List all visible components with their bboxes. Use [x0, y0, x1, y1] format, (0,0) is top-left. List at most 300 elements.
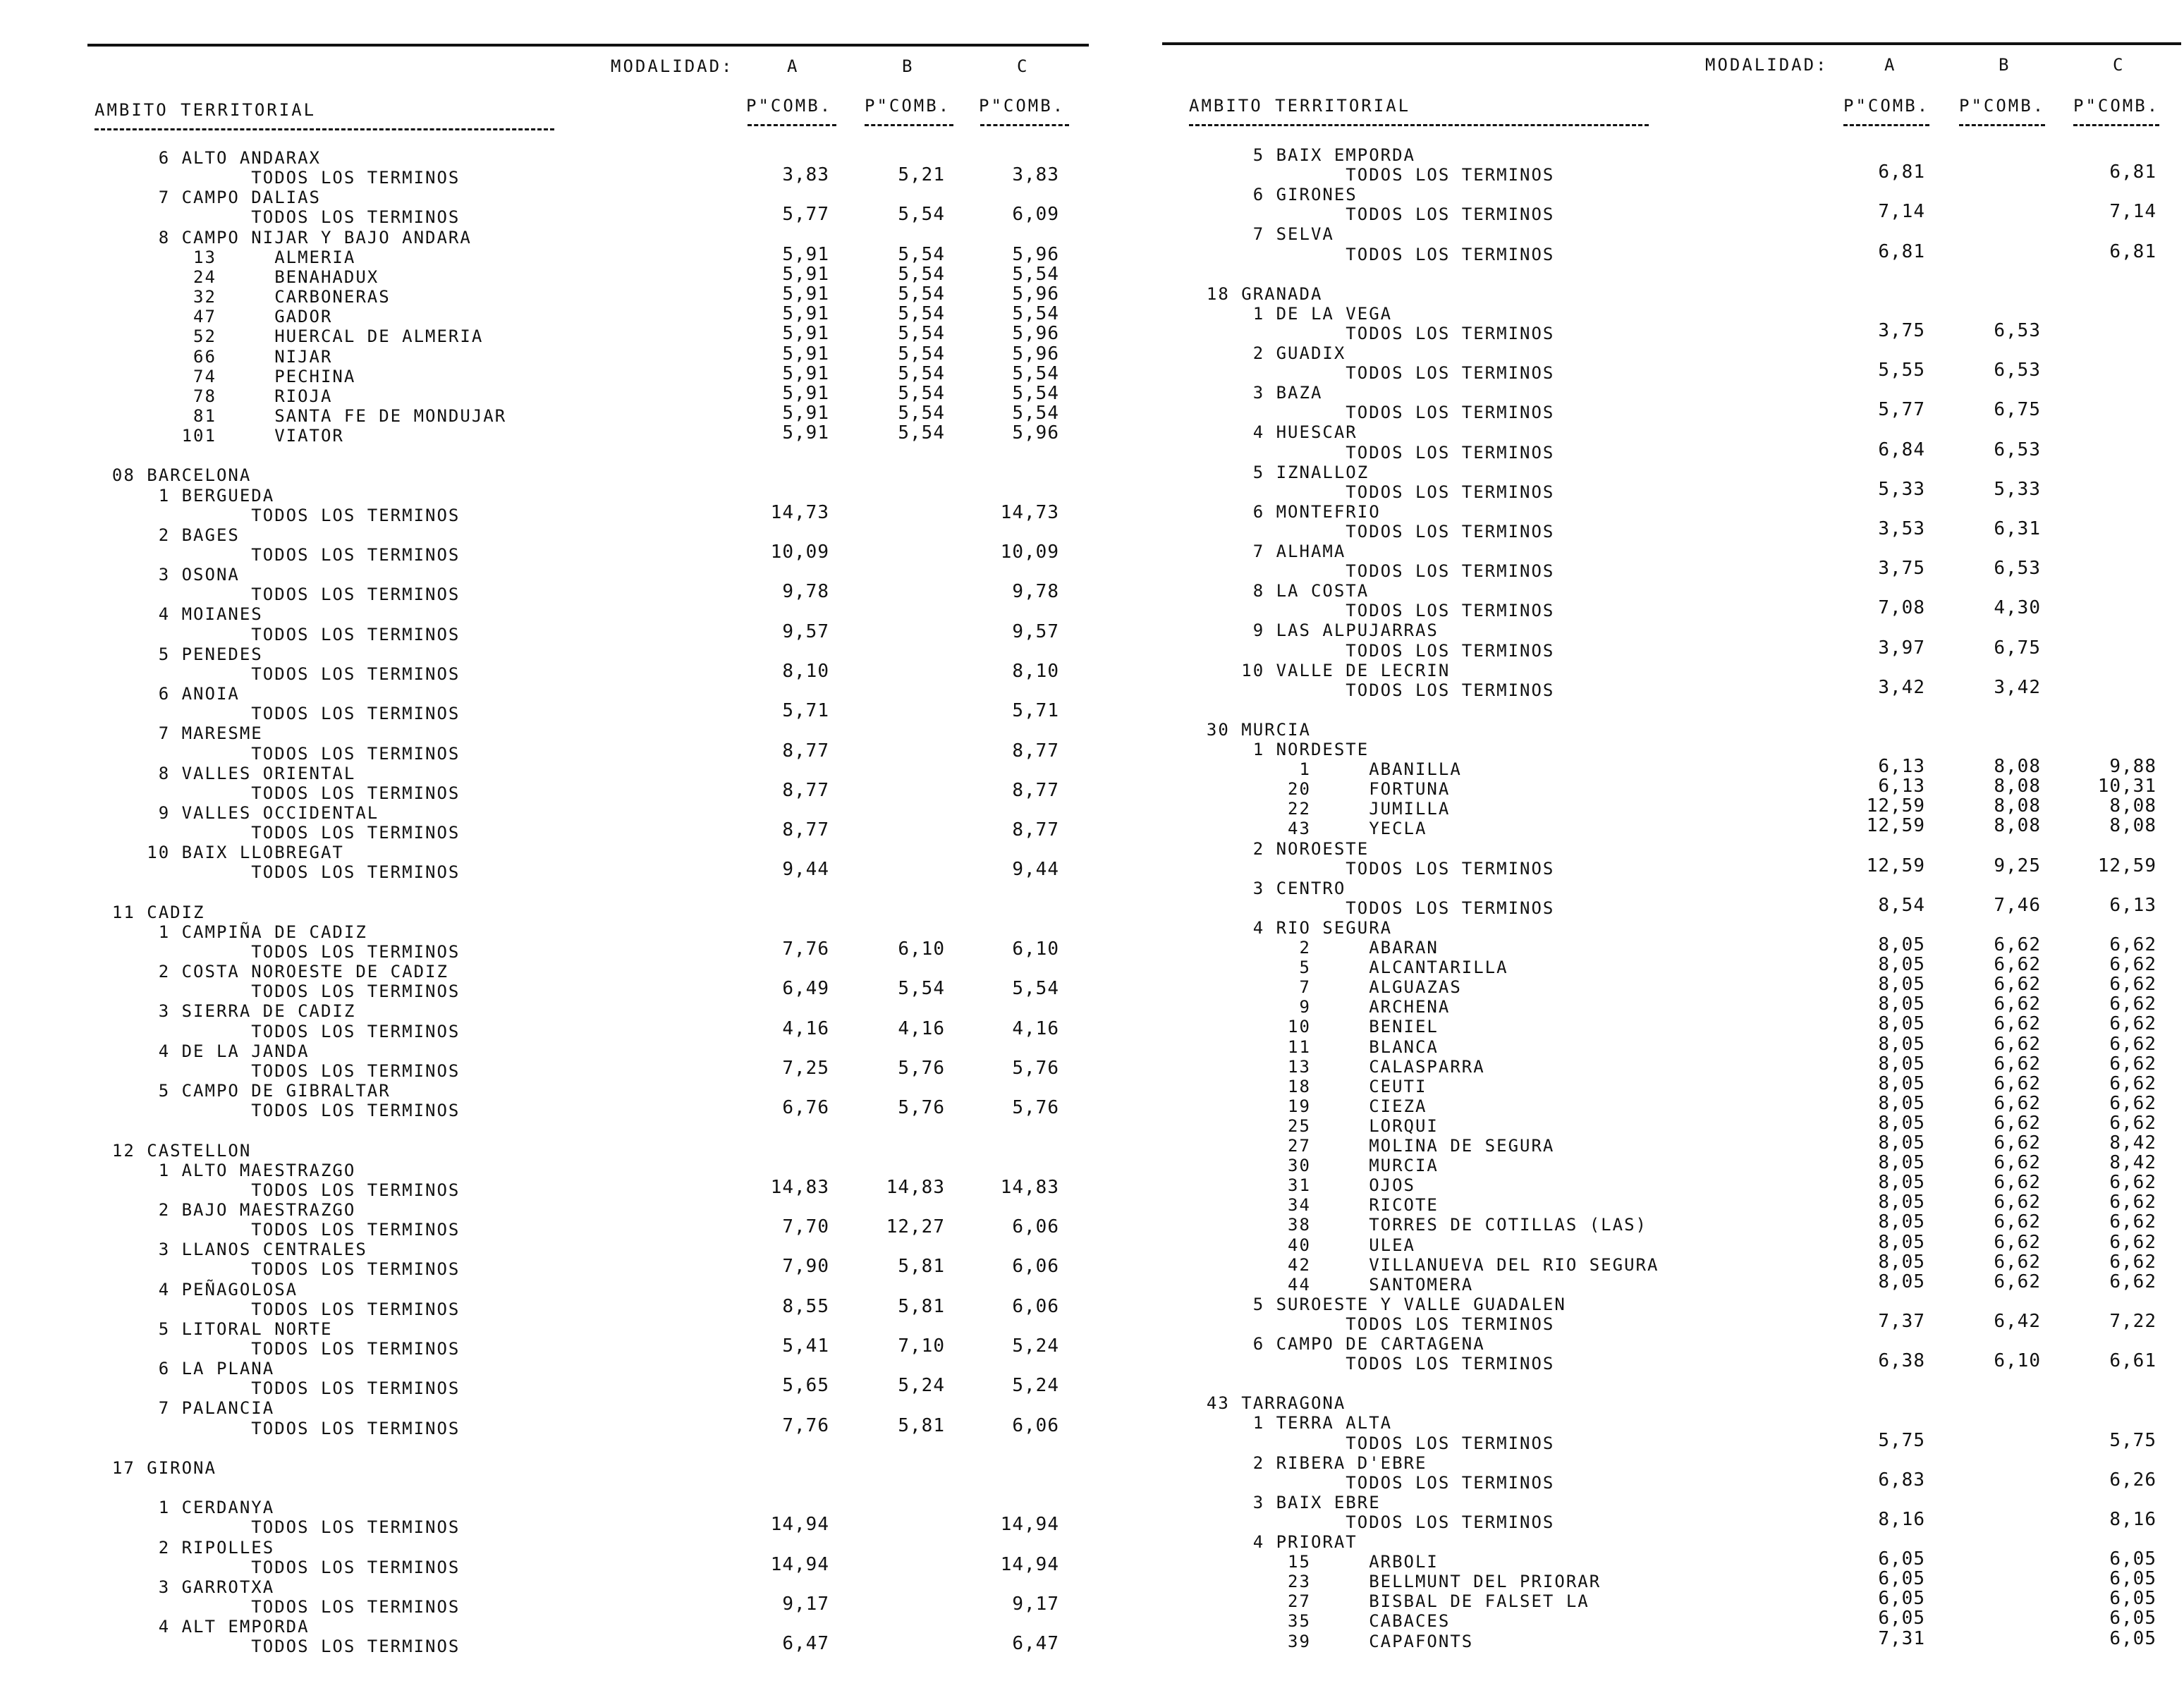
- modalidad-label: MODALIDAD:: [1705, 55, 1829, 75]
- row-label: 1 TERRA ALTA: [1183, 1413, 1393, 1433]
- cell-b: 5,54: [898, 204, 945, 226]
- row-label: 47 GADOR: [89, 307, 333, 327]
- cell-b: 6,62: [1994, 1231, 2041, 1253]
- row-label: 12 CASTELLON: [89, 1140, 252, 1161]
- cell-c: 5,54: [1012, 303, 1059, 325]
- row-label: 7 ALHAMA: [1183, 542, 1346, 561]
- cell-c: 4,16: [1012, 1017, 1059, 1039]
- row-label: TODOS LOS TERMINOS: [1183, 680, 1555, 700]
- cell-a: 7,76: [782, 938, 829, 960]
- cell-c: 5,96: [1012, 243, 1059, 265]
- col-c-header: C: [1017, 56, 1030, 76]
- cell-b: 5,76: [898, 1057, 945, 1079]
- col-a-underline: [748, 124, 836, 126]
- cell-c: 6,62: [2109, 1112, 2156, 1134]
- cell-c: 3,83: [1012, 164, 1059, 186]
- cell-b: 6,62: [1994, 1172, 2041, 1194]
- cell-a: 5,91: [782, 243, 829, 265]
- row-label: TODOS LOS TERMINOS: [89, 207, 460, 228]
- row-label: TODOS LOS TERMINOS: [89, 783, 460, 803]
- cell-b: 5,81: [898, 1256, 945, 1278]
- row-label: TODOS LOS TERMINOS: [1183, 601, 1555, 621]
- cell-a: 6,81: [1878, 240, 1925, 262]
- cell-b: 8,08: [1994, 815, 2041, 837]
- cell-b: 6,53: [1994, 360, 2041, 381]
- cell-a: 8,05: [1878, 1013, 1925, 1035]
- row-label: 10 VALLE DE LECRIN: [1183, 660, 1451, 680]
- cell-a: 3,75: [1878, 558, 1925, 580]
- row-label: TODOS LOS TERMINOS: [1183, 561, 1555, 582]
- cell-c: 14,73: [1000, 501, 1059, 523]
- row-label: 1 BERGUEDA: [89, 485, 275, 506]
- row-label: TODOS LOS TERMINOS: [1183, 1354, 1555, 1374]
- row-label: 101 VIATOR: [89, 426, 344, 446]
- cell-c: 6,05: [2109, 1608, 2156, 1629]
- row-label: 1 CERDANYA: [89, 1498, 275, 1518]
- cell-b: 5,33: [1994, 478, 2041, 500]
- row-label: 8 CAMPO NIJAR Y BAJO ANDARA: [89, 227, 472, 247]
- cell-b: 8,08: [1994, 795, 2041, 817]
- cell-c: 6,05: [2109, 1588, 2156, 1610]
- cell-c: 6,62: [2109, 1072, 2156, 1094]
- row-label: 1 ALTO MAESTRAZGO: [89, 1160, 356, 1180]
- row-label: 2 ABARAN: [1183, 938, 1439, 958]
- cell-c: 6,06: [1012, 1256, 1059, 1278]
- cell-b: 6,62: [1994, 1152, 2041, 1174]
- row-label: TODOS LOS TERMINOS: [89, 1339, 460, 1359]
- cell-a: 8,54: [1878, 894, 1925, 916]
- cell-a: 8,05: [1878, 1112, 1925, 1134]
- row-label: 78 RIOJA: [89, 386, 333, 406]
- cell-b: 5,54: [898, 263, 945, 285]
- row-label: 30 MURCIA: [1183, 1156, 1439, 1176]
- row-label: 40 ULEA: [1183, 1235, 1415, 1255]
- row-label: 18 CEUTI: [1183, 1076, 1427, 1096]
- row-label: 17 GIRONA: [89, 1457, 216, 1478]
- cell-c: 8,42: [2109, 1132, 2156, 1154]
- cell-a: 5,91: [782, 263, 829, 285]
- row-label: TODOS LOS TERMINOS: [89, 1220, 460, 1240]
- cell-b: 5,54: [898, 303, 945, 325]
- row-label: TODOS LOS TERMINOS: [1183, 640, 1555, 661]
- cell-a: 14,73: [770, 501, 829, 523]
- cell-c: 6,62: [2109, 1053, 2156, 1075]
- row-label: TODOS LOS TERMINOS: [89, 823, 460, 843]
- row-label: TODOS LOS TERMINOS: [1183, 482, 1555, 502]
- col-a-header: A: [1884, 55, 1897, 75]
- cell-a: 6,76: [782, 1097, 829, 1119]
- row-label: TODOS LOS TERMINOS: [89, 1637, 460, 1657]
- ambito-label: AMBITO TERRITORIAL: [94, 100, 317, 120]
- col-b-sub: P"COMB.: [865, 96, 951, 116]
- modalidad-label: MODALIDAD:: [611, 56, 734, 76]
- cell-c: 6,62: [2109, 1172, 2156, 1194]
- cell-a: 5,55: [1878, 360, 1925, 381]
- cell-c: 5,71: [1012, 700, 1059, 722]
- row-label: 74 PECHINA: [89, 366, 356, 386]
- row-label: 13 ALMERIA: [89, 247, 356, 267]
- cell-c: 6,13: [2109, 894, 2156, 916]
- row-label: TODOS LOS TERMINOS: [89, 862, 460, 883]
- cell-c: 6,62: [2109, 934, 2156, 955]
- cell-a: 7,37: [1878, 1310, 1925, 1332]
- cell-c: 6,81: [2109, 161, 2156, 183]
- cell-a: 7,90: [782, 1256, 829, 1278]
- cell-c: 5,24: [1012, 1375, 1059, 1397]
- col-b-sub: P"COMB.: [1959, 96, 2046, 116]
- cell-c: 8,16: [2109, 1508, 2156, 1530]
- row-label: TODOS LOS TERMINOS: [89, 545, 460, 565]
- cell-c: 14,94: [1000, 1514, 1059, 1536]
- row-label: 4 PEÑAGOLOSA: [89, 1279, 298, 1299]
- row-label: 3 GARROTXA: [89, 1577, 275, 1597]
- cell-a: 10,09: [770, 542, 829, 563]
- ambito-underline: [1189, 124, 1649, 126]
- cell-b: 5,54: [898, 978, 945, 1000]
- cell-c: 5,76: [1012, 1057, 1059, 1079]
- cell-a: 7,14: [1878, 201, 1925, 223]
- cell-a: 14,94: [770, 1514, 829, 1536]
- row-label: TODOS LOS TERMINOS: [1183, 1472, 1555, 1493]
- row-label: 10 BENIEL: [1183, 1017, 1439, 1037]
- row-label: 08 BARCELONA: [89, 465, 252, 486]
- cell-a: 9,17: [782, 1593, 829, 1615]
- cell-a: 5,75: [1878, 1429, 1925, 1451]
- col-c-sub: P"COMB.: [979, 96, 1066, 116]
- row-label: 4 RIO SEGURA: [1183, 917, 1393, 938]
- cell-a: 8,05: [1878, 1132, 1925, 1154]
- cell-a: 8,05: [1878, 1092, 1925, 1114]
- cell-c: 5,54: [1012, 263, 1059, 285]
- row-label: TODOS LOS TERMINOS: [89, 168, 460, 188]
- row-label: TODOS LOS TERMINOS: [1183, 403, 1555, 423]
- row-label: 23 BELLMUNT DEL PRIORAR: [1183, 1572, 1602, 1592]
- row-label: 3 CENTRO: [1183, 878, 1346, 898]
- row-label: 5 SUROESTE Y VALLE GUADALEN: [1183, 1294, 1566, 1314]
- cell-b: 6,62: [1994, 1211, 2041, 1233]
- cell-b: 6,62: [1994, 1072, 2041, 1094]
- cell-c: 9,17: [1012, 1593, 1059, 1615]
- col-b-header: B: [1999, 55, 2011, 75]
- cell-b: 5,24: [898, 1375, 945, 1397]
- row-label: 31 OJOS: [1183, 1175, 1415, 1196]
- cell-a: 6,13: [1878, 776, 1925, 797]
- col-a-sub: P"COMB.: [1843, 96, 1930, 116]
- cell-c: 5,54: [1012, 362, 1059, 384]
- row-label: TODOS LOS TERMINOS: [89, 1557, 460, 1577]
- cell-a: 8,77: [782, 779, 829, 801]
- cell-c: 8,77: [1012, 819, 1059, 841]
- cell-c: 8,77: [1012, 779, 1059, 801]
- cell-b: 6,62: [1994, 1092, 2041, 1114]
- row-label: 81 SANTA FE DE MONDUJAR: [89, 405, 507, 426]
- row-label: 24 BENAHADUX: [89, 267, 379, 287]
- cell-a: 5,91: [782, 303, 829, 325]
- cell-c: 14,94: [1000, 1553, 1059, 1575]
- cell-a: 8,05: [1878, 1033, 1925, 1055]
- ambito-label: AMBITO TERRITORIAL: [1189, 96, 1411, 116]
- row-label: 6 LA PLANA: [89, 1359, 275, 1379]
- cell-b: 6,62: [1994, 1192, 2041, 1213]
- cell-c: 6,62: [2109, 954, 2156, 976]
- cell-c: 6,26: [2109, 1469, 2156, 1491]
- row-label: 30 MURCIA: [1183, 719, 1311, 740]
- row-label: TODOS LOS TERMINOS: [89, 1299, 460, 1319]
- cell-b: 6,62: [1994, 1132, 2041, 1154]
- row-label: TODOS LOS TERMINOS: [89, 1596, 460, 1617]
- row-label: 4 HUESCAR: [1183, 422, 1358, 443]
- cell-b: 6,10: [898, 938, 945, 960]
- cell-a: 7,25: [782, 1057, 829, 1079]
- cell-c: 6,62: [2109, 1271, 2156, 1292]
- row-label: 43 YECLA: [1183, 819, 1427, 839]
- row-label: TODOS LOS TERMINOS: [89, 663, 460, 684]
- cell-b: 3,42: [1994, 676, 2041, 698]
- cell-a: 8,05: [1878, 1192, 1925, 1213]
- row-label: 7 ALGUAZAS: [1183, 977, 1462, 998]
- row-label: 2 BAJO MAESTRAZGO: [89, 1199, 356, 1220]
- cell-b: 6,62: [1994, 974, 2041, 996]
- cell-b: 7,10: [898, 1335, 945, 1357]
- cell-a: 7,31: [1878, 1627, 1925, 1649]
- col-a-underline: [1843, 124, 1929, 126]
- cell-a: 5,91: [782, 323, 829, 345]
- cell-b: 9,25: [1994, 855, 2041, 876]
- row-label: 43 TARRAGONA: [1183, 1393, 1346, 1414]
- cell-c: 5,75: [2109, 1429, 2156, 1451]
- row-label: 2 COSTA NOROESTE DE CADIZ: [89, 962, 449, 982]
- row-label: TODOS LOS TERMINOS: [89, 1517, 460, 1538]
- row-label: 8 VALLES ORIENTAL: [89, 763, 356, 783]
- row-label: 1 ABANILLA: [1183, 759, 1462, 780]
- row-label: 18 GRANADA: [1183, 283, 1323, 304]
- row-label: TODOS LOS TERMINOS: [1183, 1314, 1555, 1334]
- col-c-underline: [2073, 124, 2159, 126]
- row-label: TODOS LOS TERMINOS: [89, 624, 460, 644]
- cell-b: 6,62: [1994, 1271, 2041, 1292]
- cell-c: 6,62: [2109, 1192, 2156, 1213]
- cell-b: 6,62: [1994, 1251, 2041, 1273]
- cell-c: 7,14: [2109, 201, 2156, 223]
- cell-a: 8,55: [782, 1295, 829, 1317]
- cell-c: 5,76: [1012, 1097, 1059, 1119]
- row-label: 66 NIJAR: [89, 346, 333, 367]
- cell-c: 5,96: [1012, 422, 1059, 444]
- col-b-underline: [1959, 124, 2045, 126]
- cell-a: 3,53: [1878, 518, 1925, 539]
- cell-c: 6,62: [2109, 1092, 2156, 1114]
- cell-b: 5,54: [898, 283, 945, 305]
- cell-a: 8,10: [782, 660, 829, 682]
- row-label: 6 ALTO ANDARAX: [89, 148, 321, 168]
- cell-c: 6,62: [2109, 1013, 2156, 1035]
- cell-b: 5,81: [898, 1414, 945, 1436]
- cell-c: 8,77: [1012, 740, 1059, 762]
- row-label: 7 SELVA: [1183, 224, 1334, 245]
- cell-c: 6,05: [2109, 1627, 2156, 1649]
- col-a-header: A: [787, 56, 800, 76]
- row-label: 6 GIRONES: [1183, 185, 1358, 205]
- row-label: 5 IZNALLOZ: [1183, 462, 1369, 482]
- row-label: 27 BISBAL DE FALSET LA: [1183, 1591, 1590, 1612]
- row-label: TODOS LOS TERMINOS: [1183, 1512, 1555, 1532]
- row-label: 39 CAPAFONTS: [1183, 1631, 1474, 1651]
- row-label: TODOS LOS TERMINOS: [89, 505, 460, 525]
- row-label: 6 ANOIA: [89, 684, 240, 704]
- row-label: 20 FORTUNA: [1183, 779, 1451, 800]
- cell-a: 5,77: [782, 204, 829, 226]
- cell-a: 5,91: [782, 382, 829, 404]
- row-label: 3 BAZA: [1183, 383, 1323, 403]
- cell-a: 5,41: [782, 1335, 829, 1357]
- cell-a: 6,49: [782, 978, 829, 1000]
- row-label: 7 PALANCIA: [89, 1398, 275, 1419]
- cell-a: 5,91: [782, 283, 829, 305]
- cell-b: 5,21: [898, 164, 945, 186]
- cell-a: 8,05: [1878, 1251, 1925, 1273]
- row-label: 38 TORRES DE COTILLAS (LAS): [1183, 1215, 1647, 1235]
- row-label: 2 NOROESTE: [1183, 838, 1369, 859]
- cell-b: 12,27: [886, 1216, 945, 1238]
- cell-a: 5,71: [782, 700, 829, 722]
- cell-c: 8,42: [2109, 1152, 2156, 1174]
- row-label: 19 CIEZA: [1183, 1096, 1427, 1116]
- row-label: TODOS LOS TERMINOS: [1183, 204, 1555, 225]
- cell-a: 3,83: [782, 164, 829, 186]
- cell-c: 9,44: [1012, 859, 1059, 881]
- row-label: TODOS LOS TERMINOS: [89, 1060, 460, 1081]
- cell-b: 5,54: [898, 323, 945, 345]
- cell-b: 6,62: [1994, 934, 2041, 955]
- row-label: TODOS LOS TERMINOS: [89, 1418, 460, 1438]
- row-label: TODOS LOS TERMINOS: [89, 1378, 460, 1399]
- cell-b: 6,75: [1994, 399, 2041, 421]
- cell-a: 6,05: [1878, 1568, 1925, 1590]
- row-label: 11 BLANCA: [1183, 1036, 1439, 1057]
- row-label: TODOS LOS TERMINOS: [89, 1021, 460, 1041]
- cell-b: 5,54: [898, 382, 945, 404]
- cell-c: 5,96: [1012, 323, 1059, 345]
- cell-a: 6,81: [1878, 161, 1925, 183]
- row-label: TODOS LOS TERMINOS: [1183, 521, 1555, 542]
- cell-a: 8,16: [1878, 1508, 1925, 1530]
- row-label: 5 BAIX EMPORDA: [1183, 145, 1415, 165]
- row-label: 32 CARBONERAS: [89, 287, 391, 307]
- cell-a: 3,97: [1878, 637, 1925, 659]
- row-label: 3 SIERRA DE CADIZ: [89, 1001, 356, 1022]
- cell-c: 9,57: [1012, 620, 1059, 642]
- cell-c: 5,54: [1012, 402, 1059, 424]
- row-label: TODOS LOS TERMINOS: [89, 585, 460, 605]
- cell-a: 3,75: [1878, 319, 1925, 341]
- cell-a: 12,59: [1866, 855, 1925, 876]
- row-label: 9 VALLES OCCIDENTAL: [89, 802, 379, 823]
- cell-a: 7,08: [1878, 597, 1925, 619]
- row-label: 42 VILLANUEVA DEL RIO SEGURA: [1183, 1254, 1659, 1275]
- cell-b: 6,75: [1994, 637, 2041, 659]
- row-label: 1 CAMPIÑA DE CADIZ: [89, 922, 367, 942]
- cell-c: 5,96: [1012, 343, 1059, 365]
- cell-b: 6,62: [1994, 993, 2041, 1015]
- col-c-underline: [980, 124, 1069, 126]
- cell-c: 6,62: [2109, 993, 2156, 1015]
- row-label: 2 GUADIX: [1183, 343, 1346, 363]
- cell-b: 6,42: [1994, 1310, 2041, 1332]
- cell-a: 8,05: [1878, 1172, 1925, 1194]
- cell-a: 8,05: [1878, 1231, 1925, 1253]
- cell-a: 8,05: [1878, 974, 1925, 996]
- row-label: TODOS LOS TERMINOS: [1183, 165, 1555, 185]
- cell-c: 6,81: [2109, 240, 2156, 262]
- row-label: TODOS LOS TERMINOS: [1183, 323, 1555, 343]
- cell-b: 14,83: [886, 1176, 945, 1198]
- cell-a: 7,76: [782, 1414, 829, 1436]
- cell-a: 8,05: [1878, 993, 1925, 1015]
- cell-a: 8,05: [1878, 1152, 1925, 1174]
- cell-c: 6,62: [2109, 974, 2156, 996]
- cell-a: 5,33: [1878, 478, 1925, 500]
- row-label: 2 BAGES: [89, 525, 240, 545]
- cell-c: 9,78: [1012, 581, 1059, 603]
- row-label: TODOS LOS TERMINOS: [1183, 244, 1555, 264]
- top-rule: [1162, 42, 2181, 45]
- row-label: 6 CAMPO DE CARTAGENA: [1183, 1334, 1485, 1354]
- row-label: 3 OSONA: [89, 565, 240, 585]
- cell-b: 6,62: [1994, 1013, 2041, 1035]
- cell-a: 8,77: [782, 740, 829, 762]
- row-label: 5 ALCANTARILLA: [1183, 958, 1508, 978]
- col-a-sub: P"COMB.: [746, 96, 833, 116]
- cell-c: 6,06: [1012, 1295, 1059, 1317]
- cell-a: 5,91: [782, 402, 829, 424]
- cell-c: 5,24: [1012, 1335, 1059, 1357]
- cell-c: 6,47: [1012, 1633, 1059, 1655]
- cell-b: 5,76: [898, 1097, 945, 1119]
- cell-a: 6,05: [1878, 1548, 1925, 1570]
- row-label: 5 CAMPO DE GIBRALTAR: [89, 1081, 391, 1101]
- cell-a: 5,91: [782, 362, 829, 384]
- cell-c: 10,31: [2097, 776, 2156, 797]
- row-label: 6 MONTEFRIO: [1183, 501, 1381, 522]
- cell-b: 6,62: [1994, 1053, 2041, 1075]
- row-label: 4 PRIORAT: [1183, 1532, 1358, 1552]
- cell-a: 8,05: [1878, 1072, 1925, 1094]
- cell-a: 9,78: [782, 581, 829, 603]
- row-label: 22 JUMILLA: [1183, 799, 1451, 819]
- cell-a: 6,05: [1878, 1588, 1925, 1610]
- cell-c: 6,62: [2109, 1211, 2156, 1233]
- row-label: TODOS LOS TERMINOS: [89, 1259, 460, 1280]
- cell-b: 6,10: [1994, 1350, 2041, 1372]
- row-label: 4 ALT EMPORDA: [89, 1617, 310, 1637]
- row-label: 9 LAS ALPUJARRAS: [1183, 620, 1439, 641]
- cell-c: 14,83: [1000, 1176, 1059, 1198]
- row-label: 5 LITORAL NORTE: [89, 1319, 333, 1339]
- cell-a: 7,70: [782, 1216, 829, 1238]
- cell-c: 6,61: [2109, 1350, 2156, 1372]
- row-label: 10 BAIX LLOBREGAT: [89, 843, 344, 863]
- row-label: TODOS LOS TERMINOS: [89, 942, 460, 962]
- cell-c: 5,54: [1012, 382, 1059, 404]
- cell-a: 9,44: [782, 859, 829, 881]
- row-label: TODOS LOS TERMINOS: [89, 743, 460, 764]
- cell-c: 5,54: [1012, 978, 1059, 1000]
- row-label: 4 MOIANES: [89, 604, 263, 625]
- cell-a: 3,42: [1878, 676, 1925, 698]
- cell-a: 14,94: [770, 1553, 829, 1575]
- cell-b: 6,53: [1994, 319, 2041, 341]
- cell-b: 8,08: [1994, 776, 2041, 797]
